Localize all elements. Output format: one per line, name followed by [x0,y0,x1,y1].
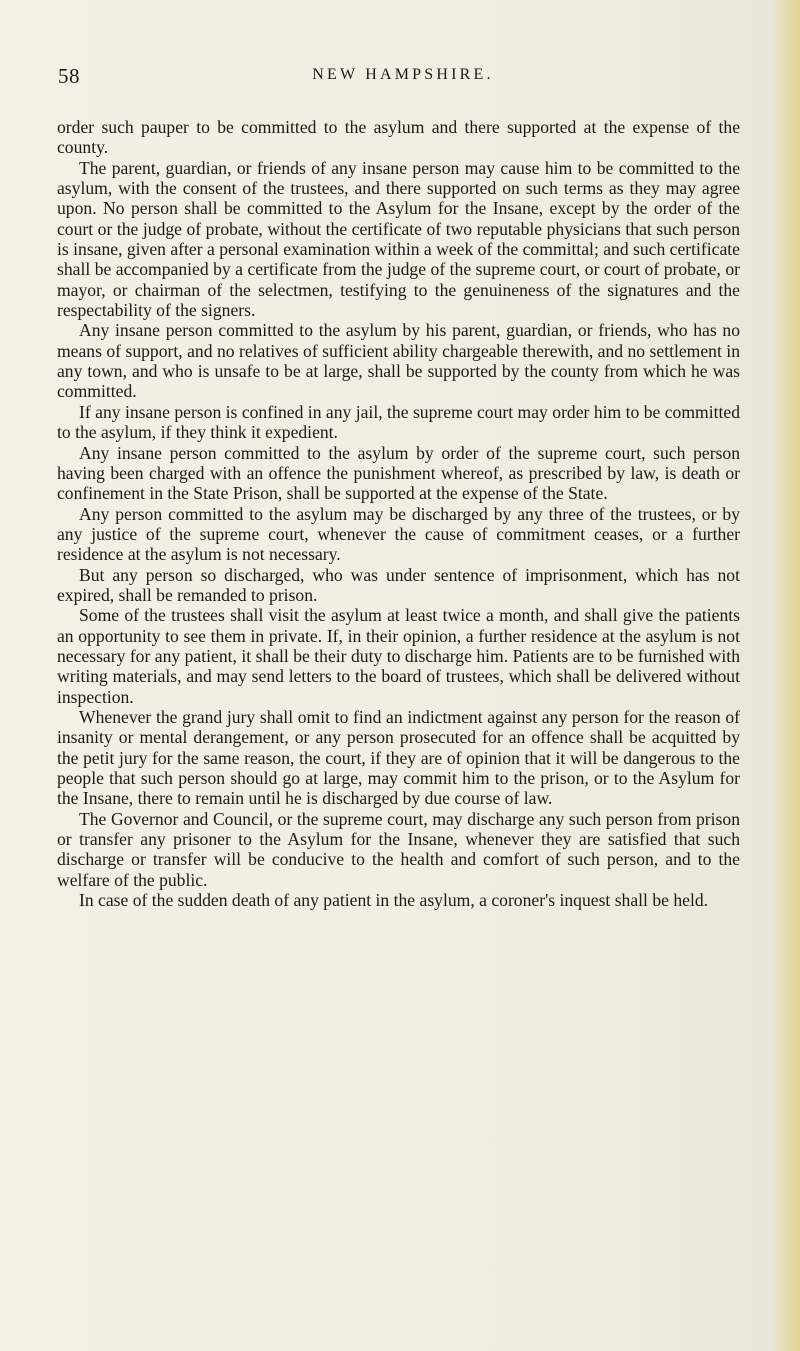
paragraph-3: Any insane person committed to the asylum by his parent, guardian, or friends, who has no means of support, and no relatives of sufficient ability chargeable therewith, and no settlement in any town, and who is unsafe to be at large, shall be supported by the county from which he was committed. [57,320,740,402]
page-edge [770,0,800,1351]
paragraph-6: Any person committed to the asylum may be discharged by any three of the trustees, or by any justice of the supreme court, whenever the cause of commitment ceases, or a further residence at the asylum is not necessary. [57,503,740,565]
page-header [58,64,748,90]
paragraph-5: Any insane person committed to the asylum by order of the supreme court, such person having been charged with an offence the punishment whereof, as prescribed by law, is death or confinement in the State Prison, shall be supported at the expense of the State. [57,442,740,504]
paragraph-10: The Governor and Council, or the supreme court, may discharge any such person from prison or transfer any prisoner to the Asylum for the Insane, whenever they are satisfied that such discharge or transfer will be conducive to the health and comfort of such person, and to the welfare of the public. [57,808,740,890]
paragraph-2: The parent, guardian, or friends of any insane person may cause him to be committed to the asylum, with the consent of the trustees, and there supported on such terms as they may agree upon. No person shall be committed to the Asylum for the Insane, except by the order of the court or the judge of probate, without the certificate of two reputable physicians that such person is insane, given after a personal examination within a week of the committal; and such certificate shall be accompanied by a certificate from the judge of the supreme court, or court of probate, or mayor, or chairman of the selectmen, testifying to the genuineness of the signatures and the respectability of the signers. [57,157,740,321]
paragraph-11: In case of the sudden death of any patient in the asylum, a coroner's inquest shall be held. [79,890,709,911]
paragraph-4: If any insane person is confined in any jail, the supreme court may order him to be committed to the asylum, if they think it expedient. [57,401,740,443]
paragraph-8: Some of the trustees shall visit the asylum at least twice a month, and shall give the patients an opportunity to see them in private. If, in their opinion, a further residence at the asylum is not necessary for any patient, it shall be their duty to discharge him. Patients are to be furnished with writing materials, and may send letters to the board of trustees, which shall be delivered without inspection. [57,605,740,707]
page-number: 58 [58,64,80,88]
paragraph-1: order such pauper to be committed to the asylum and there supported at the expense of the county. [57,117,740,158]
paragraph-9: Whenever the grand jury shall omit to find an indictment against any person for the reason of insanity or mental derangement, or any person prosecuted for an offence shall be acquitted by the petit jury for the same reason, the court, if they are of opinion that it will be dangerous to the people that such person should go at large, may commit him to the prison, or to the Asylum for the Insane, there to remain until he is discharged by due course of law. [57,706,740,809]
paragraph-7: But any person so discharged, who was under sentence of imprisonment, which has not expired, shall be remanded to prison. [57,564,740,605]
running-head: NEW HAMPSHIRE. [312,66,494,83]
body-text [57,117,740,910]
